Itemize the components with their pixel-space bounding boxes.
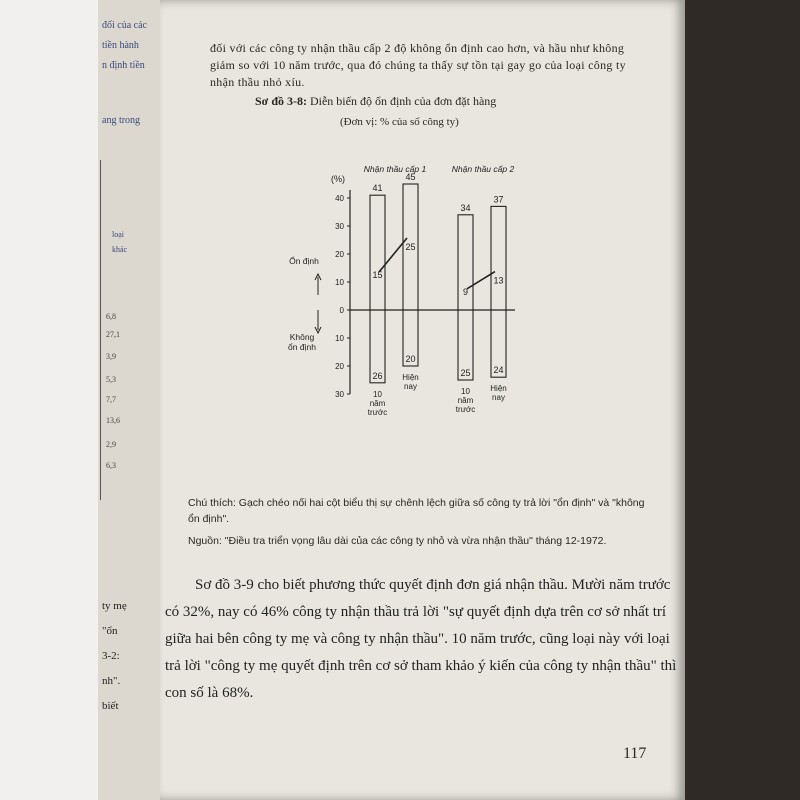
left-value: 13,6 <box>106 416 120 425</box>
bar-category-label: nay <box>404 382 417 391</box>
group-label: Nhận thầu cấp 2 <box>451 164 515 174</box>
left-value: 6,8 <box>106 312 116 321</box>
bar-difference-value: 15 <box>372 270 383 280</box>
y-tick-label: 10 <box>335 334 344 343</box>
intro-paragraph: đối với các công ty nhận thầu cấp 2 độ không ổn định cao hơn, và hầu như không giảm so với 10 năm trước, qua đó chúng ta thấy sự tồn tại gay go của loại công ty nhận thầu nhỏ xíu. <box>210 41 626 89</box>
bar-difference-value: 9 <box>462 286 469 297</box>
stability-chart <box>280 160 530 450</box>
left-value: 27,1 <box>106 330 120 339</box>
bar-category-label: nay <box>492 393 505 403</box>
left-value: 5,3 <box>106 375 116 384</box>
bar-stable-value: 41 <box>372 183 383 194</box>
unstable-label: Không <box>289 332 315 342</box>
left-fragment: khác <box>112 245 128 254</box>
figure-title <box>255 94 496 109</box>
bar-stable-value: 37 <box>493 194 504 205</box>
left-fragment: 3-2: <box>102 650 120 662</box>
y-unit-label: (%) <box>331 174 345 184</box>
figure-source: Nguồn: "Điều tra triển vọng lâu dài của các công ty nhỏ và vừa nhận thầu" tháng 12-1972. <box>188 535 607 547</box>
bar-difference-value: 25 <box>405 242 416 252</box>
left-fragment: ty mẹ <box>102 600 127 612</box>
bar-category-label: 10 <box>373 389 382 399</box>
left-fragment: ang trong <box>102 115 141 126</box>
bar-category-label: trước <box>455 405 476 414</box>
bar-category-label: Hiện <box>490 384 507 394</box>
figure-note: Chú thích: Gạch chéo nối hai cột biểu thị sự chênh lệch giữa số công ty trả lời "ổn định" và "không ổn định". <box>188 497 645 525</box>
bar <box>491 206 506 377</box>
bar-unstable-value: 26 <box>372 370 383 381</box>
chart-labels <box>288 164 514 417</box>
bar-category-label: trước <box>367 407 388 417</box>
background-left <box>0 0 98 800</box>
figure-label: Sơ đồ 3-8: <box>255 94 307 108</box>
bar-unstable-value: 24 <box>493 365 504 376</box>
left-value: 7,7 <box>106 395 116 404</box>
page-number: 117 <box>623 745 647 762</box>
y-tick-label: 20 <box>335 362 344 371</box>
bar-category-label: Hiện <box>402 373 419 382</box>
y-tick-label: 0 <box>339 306 344 315</box>
body-paragraph: Sơ đồ 3-9 cho biết phương thức quyết định đơn giá nhận thầu. Mười năm trước có 32%, nay có 46% công ty nhận thầu trả lời "sự quyết định dựa trên cơ sở nhất trí giữa hai bên công ty mẹ và công ty nhận thầu". 10 năm trước, cũng loại này với loại trả lời "công ty mẹ quyết định trên cơ sở tham khảo ý kiến của công ty nhận thầu" thì con số là 68%. <box>165 577 677 701</box>
left-fragment: biết <box>102 700 119 712</box>
y-tick-label: 30 <box>335 222 344 231</box>
stable-label: Ổn định <box>289 256 319 266</box>
y-tick-label: 30 <box>335 390 344 399</box>
bar-unstable-value: 25 <box>460 368 471 378</box>
bar <box>370 195 385 383</box>
left-fragment: đối của các <box>102 20 147 31</box>
chart-bars <box>370 184 506 383</box>
left-fragment: loại <box>112 230 124 239</box>
left-fragment: nh". <box>102 675 121 687</box>
bar-difference-value: 13 <box>493 275 504 286</box>
bar-stable-value: 45 <box>405 172 416 182</box>
bar <box>458 215 473 380</box>
y-tick-label: 10 <box>335 278 344 287</box>
bar-category-label: năm <box>369 398 386 408</box>
y-tick-label: 20 <box>335 250 344 259</box>
left-fragment: "ổn <box>102 625 118 637</box>
left-value: 3,9 <box>106 352 116 361</box>
left-value: 6,3 <box>106 461 116 470</box>
table-line <box>100 160 101 500</box>
y-tick-label: 40 <box>335 194 344 203</box>
group-label: Nhận thầu cấp 1 <box>363 164 427 174</box>
left-value: 2,9 <box>106 440 116 449</box>
bar-category-label: năm <box>457 396 474 405</box>
figure-unit: (Đơn vị: % của số công ty) <box>340 116 459 128</box>
chart-axes <box>331 174 515 399</box>
left-fragment: n định tiền <box>102 60 145 71</box>
figure-caption: Diễn biến độ ổn định của đơn đặt hàng <box>309 94 497 108</box>
bar-category-label: 10 <box>461 387 470 396</box>
bar-stable-value: 34 <box>460 202 471 213</box>
left-page <box>98 0 166 800</box>
left-fragment: tiền hành <box>102 40 139 51</box>
background-right <box>685 0 800 800</box>
bar-unstable-value: 20 <box>405 354 416 364</box>
unstable-label: ổn định <box>288 342 316 352</box>
bar <box>403 184 418 366</box>
